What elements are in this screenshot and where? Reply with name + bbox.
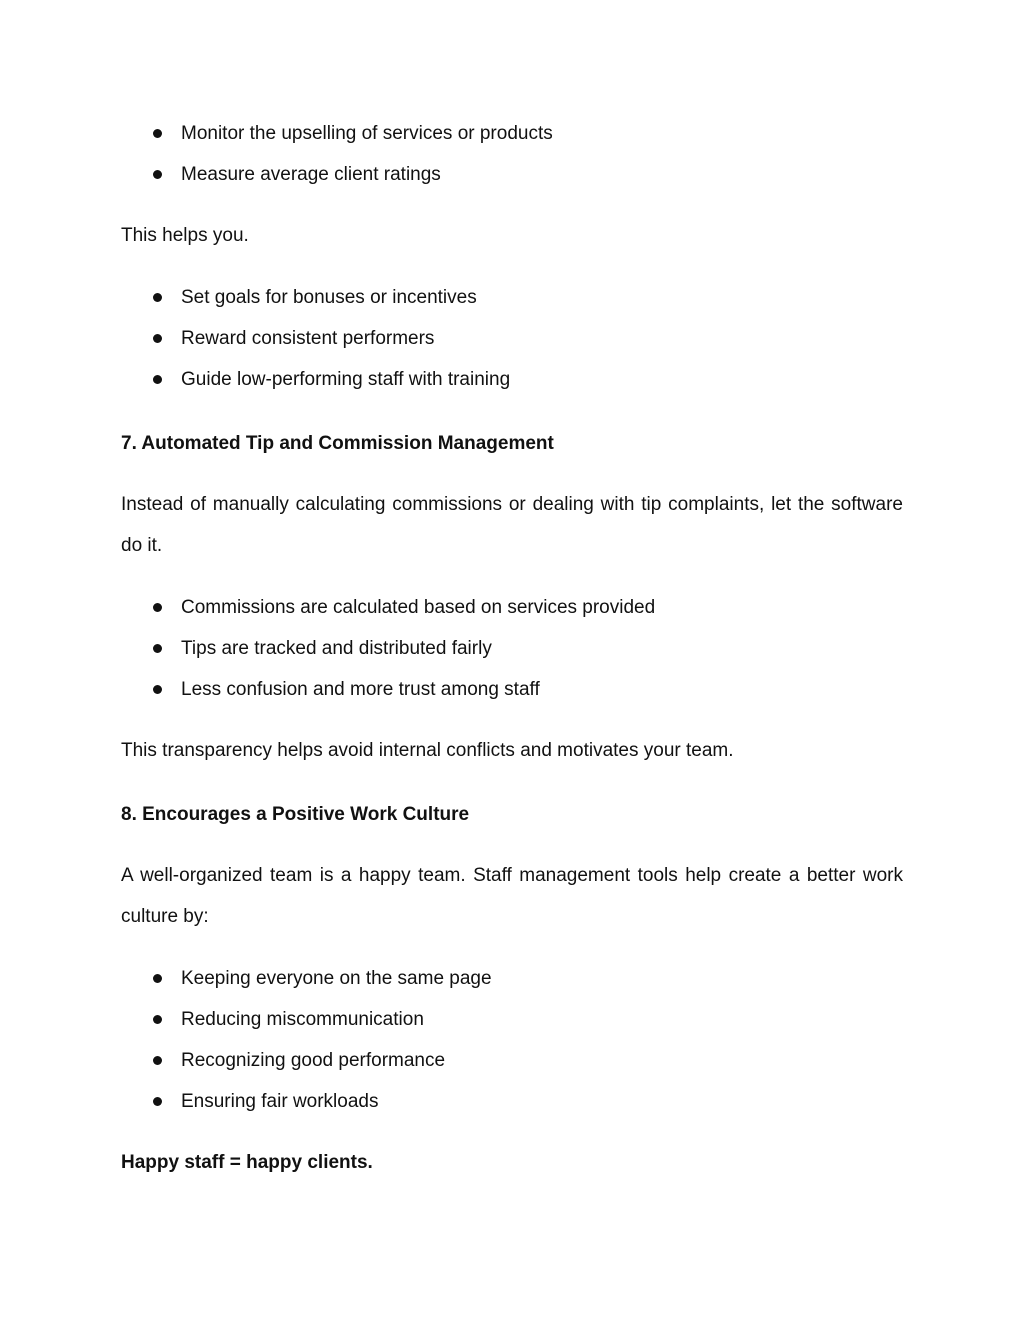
bullet-dot-icon [153,644,162,653]
bullet-list-commissions [121,587,903,710]
section-7-heading: 7. Automated Tip and Commission Management [121,433,554,454]
list-item: Less confusion and more trust among staff [121,669,903,710]
bullet-list-culture [121,958,903,1122]
list-item: Recognizing good performance [121,1040,903,1081]
section-8-closing: Happy staff = happy clients. [121,1152,373,1173]
bullet-dot-icon [153,375,162,384]
bullet-dot-icon [153,129,162,138]
bullet-dot-icon [153,170,162,179]
section-8-paragraph: A well-organized team is a happy team. Staff management tools help create a better work culture by: [121,865,903,927]
section-7-closing: This transparency helps avoid internal conflicts and motivates your team. [121,740,734,761]
list-item: Measure average client ratings [121,154,903,195]
bullet-dot-icon [153,1097,162,1106]
bullet-dot-icon [153,334,162,343]
bullet-dot-icon [153,1015,162,1024]
bullet-list-metrics [121,113,903,195]
list-item: Monitor the upselling of services or products [121,113,903,154]
list-item: Guide low-performing staff with training [121,359,903,400]
list-item: Keeping everyone on the same page [121,958,903,999]
helps-text: This helps you. [121,225,249,246]
list-item: Ensuring fair workloads [121,1081,903,1122]
list-item: Reward consistent performers [121,318,903,359]
bullet-dot-icon [153,974,162,983]
list-item: Set goals for bonuses or incentives [121,277,903,318]
bullet-dot-icon [153,293,162,302]
list-item: Commissions are calculated based on services provided [121,587,903,628]
list-item: Tips are tracked and distributed fairly [121,628,903,669]
bullet-list-helps [121,277,903,400]
bullet-dot-icon [153,603,162,612]
section-7-paragraph: Instead of manually calculating commissions or dealing with tip complaints, let the software do it. [121,494,903,556]
bullet-dot-icon [153,685,162,694]
bullet-dot-icon [153,1056,162,1065]
list-item: Reducing miscommunication [121,999,903,1040]
section-8-heading: 8. Encourages a Positive Work Culture [121,804,470,825]
